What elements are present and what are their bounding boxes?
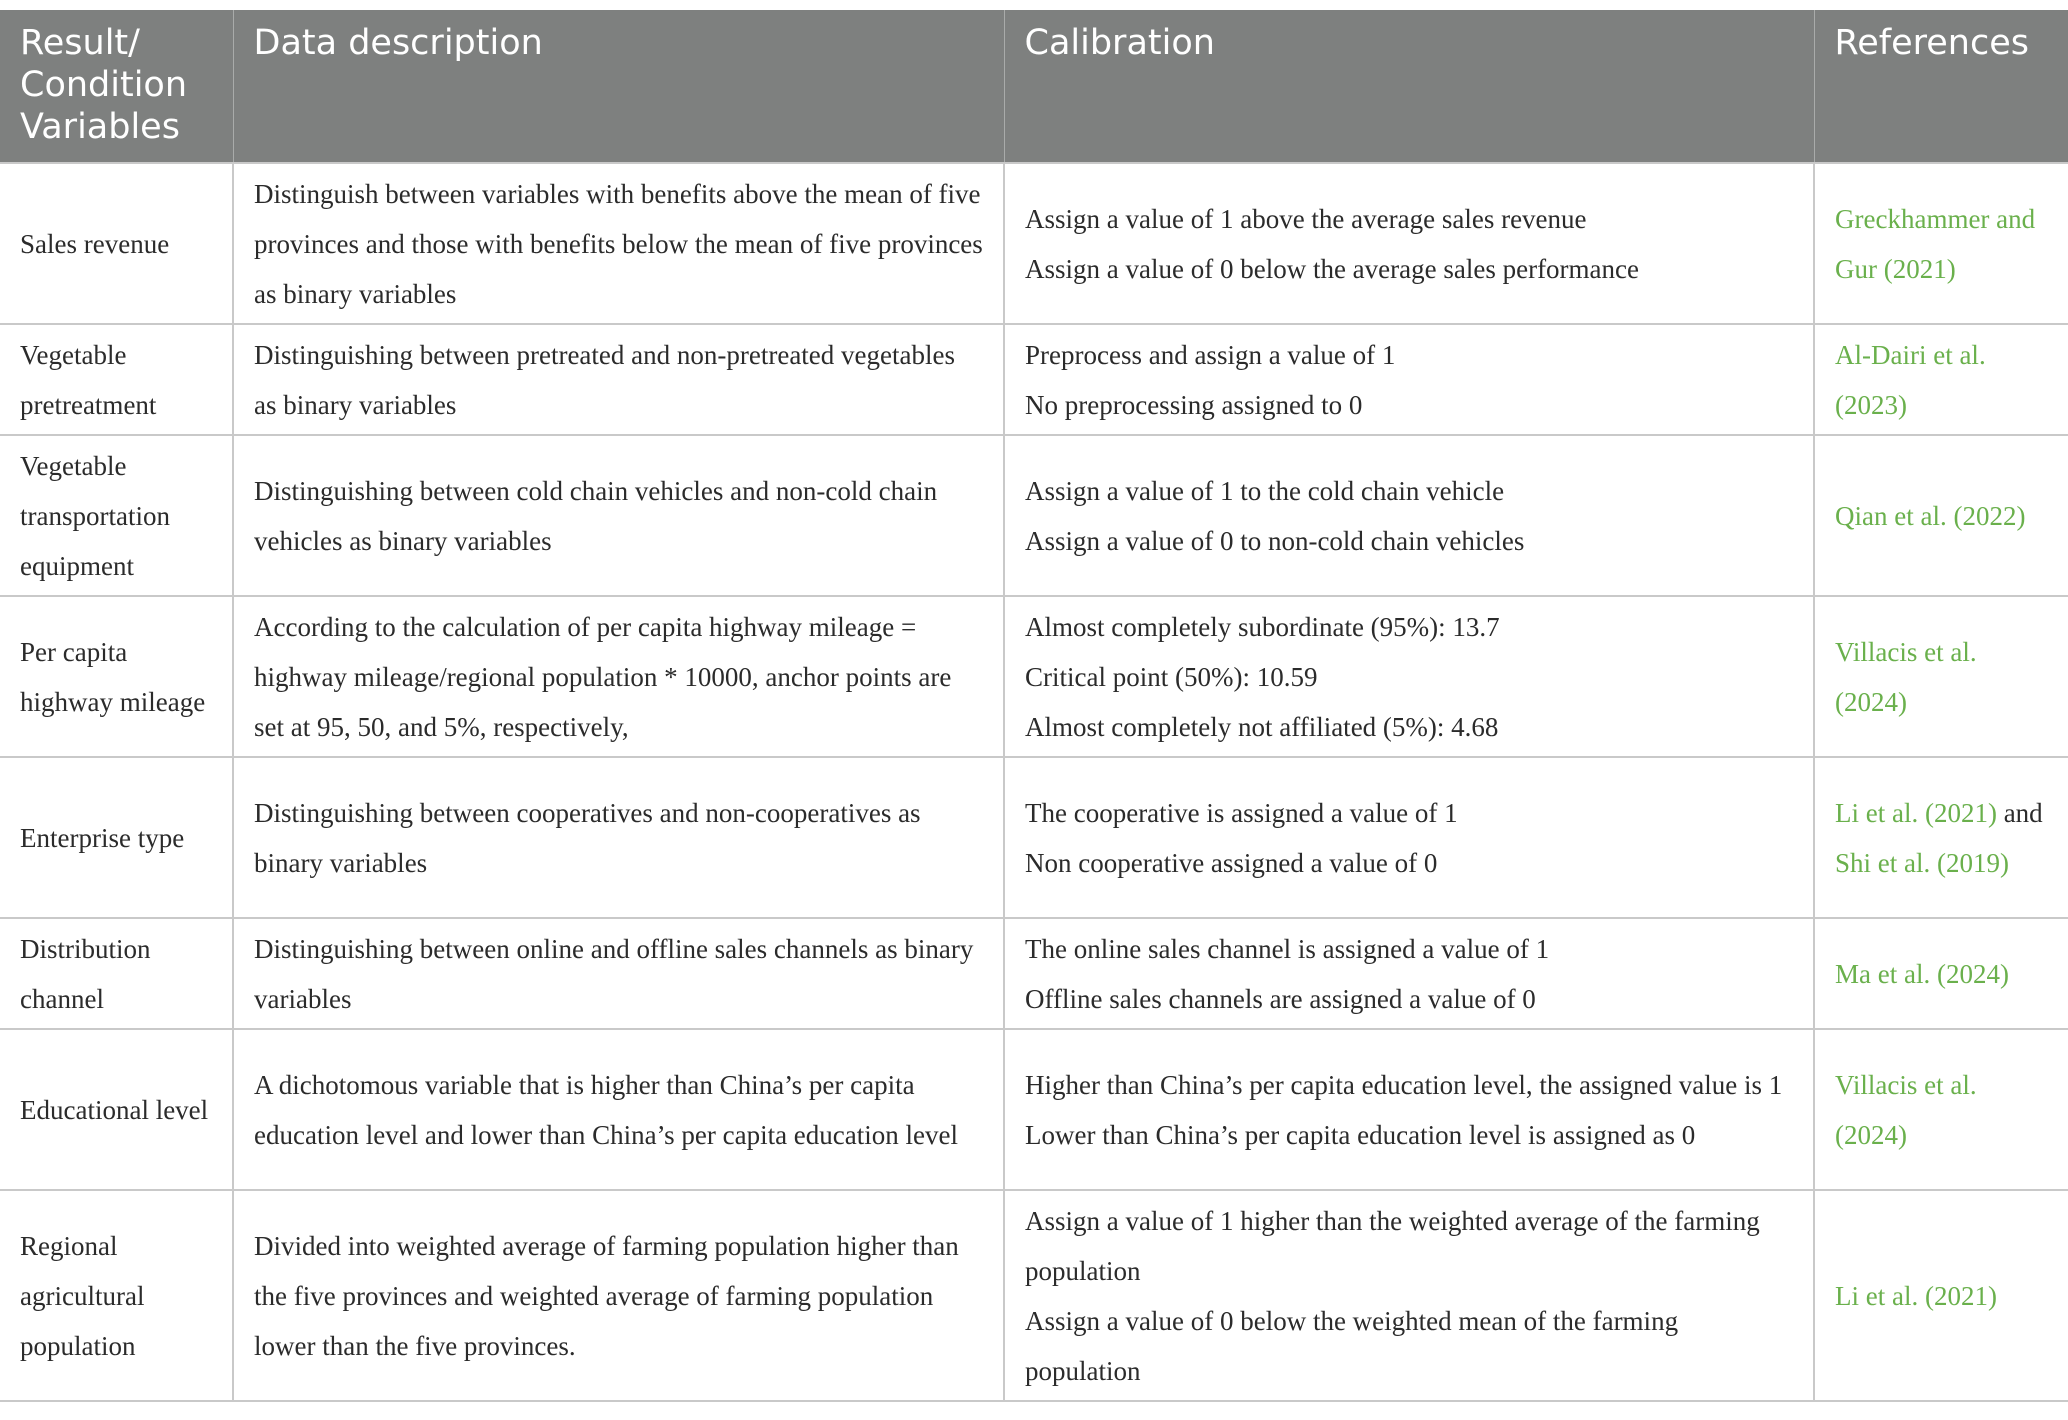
table-row — [0, 163, 2068, 324]
calibration-line: Almost completely not affiliated (5%): 4.68 — [1025, 711, 1499, 742]
calibration-cell — [1004, 757, 1814, 918]
variable-cell: Vegetable pretreatment — [0, 324, 233, 435]
header-row — [0, 10, 2068, 163]
calibration-line: Preprocess and assign a value of 1 — [1025, 339, 1396, 370]
table-row — [0, 1029, 2068, 1190]
calibration-line: Assign a value of 1 above the average sales revenue — [1025, 203, 1587, 234]
calibration-line: Assign a value of 0 below the average sales performance — [1025, 253, 1639, 284]
references-cell — [1814, 918, 2068, 1029]
calibration-cell — [1004, 163, 1814, 324]
reference-link[interactable]: Greckhammer and Gur (2021) — [1835, 203, 2036, 284]
header-references: References — [1814, 10, 2068, 163]
reference-link[interactable]: Shi et al. (2019) — [1835, 847, 2009, 878]
description-cell: According to the calculation of per capita highway mileage = highway mileage/regional population * 10000, anchor points are set at 95, 50, and 5%, respectively, — [233, 596, 1004, 757]
reference-link[interactable]: Li et al. (2021) — [1835, 797, 1997, 828]
calibration-cell — [1004, 435, 1814, 596]
references-cell — [1814, 757, 2068, 918]
calibration-line: Higher than China’s per capita education level, the assigned value is 1 — [1025, 1069, 1783, 1100]
calibration-line: Assign a value of 0 to non-cold chain vehicles — [1025, 525, 1525, 556]
references-cell — [1814, 1190, 2068, 1401]
references-cell — [1814, 435, 2068, 596]
table-row — [0, 757, 2068, 918]
calibration-line: Lower than China’s per capita education level is assigned as 0 — [1025, 1119, 1696, 1150]
calibration-cell — [1004, 596, 1814, 757]
calibration-cell — [1004, 1190, 1814, 1401]
reference-link[interactable]: Ma et al. (2024) — [1835, 958, 2009, 989]
calibration-line: Critical point (50%): 10.59 — [1025, 661, 1318, 692]
calibration-line: Assign a value of 1 higher than the weighted average of the farming population — [1025, 1205, 1760, 1286]
description-cell: Distinguishing between cooperatives and non-cooperatives as binary variables — [233, 757, 1004, 918]
header-variables: Result/ Condition Variables — [0, 10, 233, 163]
table-row — [0, 324, 2068, 435]
calibration-cell — [1004, 918, 1814, 1029]
variable-cell: Per capita highway mileage — [0, 596, 233, 757]
reference-link[interactable]: Qian et al. (2022) — [1835, 500, 2026, 531]
calibration-line: Offline sales channels are assigned a value of 0 — [1025, 983, 1536, 1014]
calibration-line: Assign a value of 1 to the cold chain vehicle — [1025, 475, 1505, 506]
calibration-line: No preprocessing assigned to 0 — [1025, 389, 1363, 420]
calibration-line: Assign a value of 0 below the weighted mean of the farming population — [1025, 1305, 1679, 1386]
table-row — [0, 435, 2068, 596]
calibration-cell — [1004, 324, 1814, 435]
reference-link[interactable]: Villacis et al. (2024) — [1835, 1069, 1977, 1150]
reference-link[interactable]: Villacis et al. (2024) — [1835, 636, 1977, 717]
reference-joiner: and — [2003, 797, 2043, 828]
reference-link[interactable]: Al-Dairi et al. (2023) — [1835, 339, 1986, 420]
description-cell: Distinguish between variables with benefits above the mean of five provinces and those with benefits below the mean of five provinces as binary variables — [233, 163, 1004, 324]
variable-cell: Sales revenue — [0, 163, 233, 324]
variables-table — [0, 10, 2068, 1402]
references-cell — [1814, 1029, 2068, 1190]
variable-cell: Regional agricultural population — [0, 1190, 233, 1401]
description-cell: Distinguishing between online and offline sales channels as binary variables — [233, 918, 1004, 1029]
variable-cell: Vegetable transportation equipment — [0, 435, 233, 596]
description-cell: Distinguishing between cold chain vehicles and non-cold chain vehicles as binary variables — [233, 435, 1004, 596]
header-calibration: Calibration — [1004, 10, 1814, 163]
variable-cell: Distribution channel — [0, 918, 233, 1029]
variable-cell: Enterprise type — [0, 757, 233, 918]
calibration-line: The online sales channel is assigned a value of 1 — [1025, 933, 1550, 964]
table-row — [0, 1190, 2068, 1401]
variable-cell: Educational level — [0, 1029, 233, 1190]
description-cell: A dichotomous variable that is higher than China’s per capita education level and lower than China’s per capita education level — [233, 1029, 1004, 1190]
reference-link[interactable]: Li et al. (2021) — [1835, 1280, 1997, 1311]
references-cell — [1814, 163, 2068, 324]
description-cell: Distinguishing between pretreated and non-pretreated vegetables as binary variables — [233, 324, 1004, 435]
references-cell — [1814, 324, 2068, 435]
header-description: Data description — [233, 10, 1004, 163]
references-cell — [1814, 596, 2068, 757]
calibration-line: The cooperative is assigned a value of 1 — [1025, 797, 1458, 828]
calibration-line: Non cooperative assigned a value of 0 — [1025, 847, 1438, 878]
calibration-cell — [1004, 1029, 1814, 1190]
description-cell: Divided into weighted average of farming population higher than the five provinces and weighted average of farming population lower than the five provinces. — [233, 1190, 1004, 1401]
table-row — [0, 596, 2068, 757]
table-row — [0, 918, 2068, 1029]
calibration-line: Almost completely subordinate (95%): 13.7 — [1025, 611, 1500, 642]
